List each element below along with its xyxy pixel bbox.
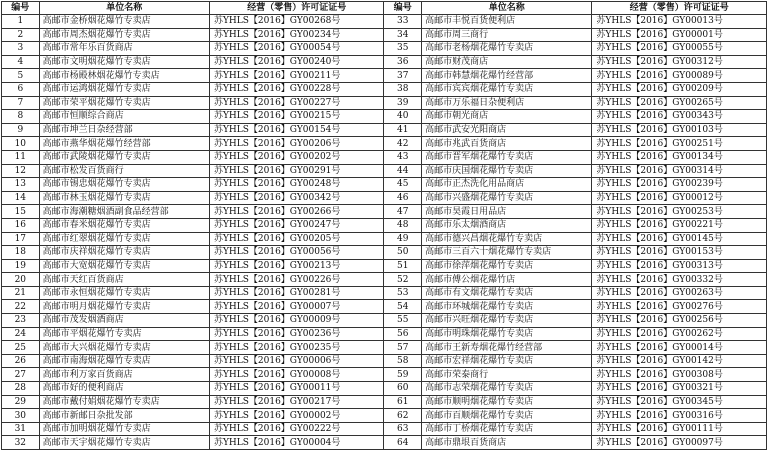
business-name: 高邮市正杰洗化用品商店 [422,178,592,192]
license-number: 苏YHLS【2016】GY00239号 [592,178,767,192]
business-name: 高邮市傅公烟花爆竹店 [422,273,592,287]
row-number: 25 [2,341,40,355]
license-number: 苏YHLS【2016】GY00054号 [209,42,384,56]
row-number: 41 [384,123,422,137]
license-number: 苏YHLS【2016】GY00007号 [209,300,384,314]
row-number: 2 [2,28,40,42]
row-number: 63 [384,422,422,436]
table-row [2,327,767,341]
row-number: 40 [384,110,422,124]
license-number: 苏YHLS【2016】GY00266号 [209,205,384,219]
row-number: 1 [2,15,40,29]
row-number: 48 [384,218,422,232]
table-row [2,110,767,124]
table-row [2,314,767,328]
license-number: 苏YHLS【2016】GY00215号 [209,110,384,124]
row-number: 60 [384,382,422,396]
business-name: 高邮市兴盛烟花爆竹专卖店 [422,191,592,205]
license-number: 苏YHLS【2016】GY00253号 [592,205,767,219]
row-number: 13 [2,178,40,192]
row-number: 17 [2,232,40,246]
row-number: 29 [2,395,40,409]
business-name: 高邮市林玉烟花爆竹专卖店 [39,191,209,205]
row-number: 42 [384,137,422,151]
row-number: 16 [2,218,40,232]
license-number: 苏YHLS【2016】GY00262号 [592,327,767,341]
license-number: 苏YHLS【2016】GY00268号 [209,15,384,29]
table-row [2,259,767,273]
business-name: 高邮市周三商行 [422,28,592,42]
business-name: 高邮市新邮日杂批发部 [39,409,209,423]
row-number: 53 [384,286,422,300]
license-number: 苏YHLS【2016】GY00308号 [592,368,767,382]
license-number: 苏YHLS【2016】GY00247号 [209,218,384,232]
license-number: 苏YHLS【2016】GY00343号 [592,110,767,124]
business-name: 高邮市运鸿烟花爆竹专卖店 [39,82,209,96]
business-name: 高邮市周杰烟花爆竹专卖店 [39,28,209,42]
table-row [2,341,767,355]
business-name: 高邮市朝光商店 [422,110,592,124]
table-row [2,82,767,96]
business-name: 高邮市坤兰日杂经营部 [39,123,209,137]
row-number: 64 [384,436,422,450]
row-number: 58 [384,354,422,368]
row-number: 38 [384,82,422,96]
row-number: 8 [2,110,40,124]
license-number: 苏YHLS【2016】GY00217号 [209,395,384,409]
business-name: 高邮市徐萍烟花爆竹专卖店 [422,259,592,273]
business-name: 高邮市百顺烟花爆竹专卖店 [422,409,592,423]
license-number: 苏YHLS【2016】GY00213号 [209,259,384,273]
table-row [2,246,767,260]
row-number: 35 [384,42,422,56]
row-number: 51 [384,259,422,273]
license-number: 苏YHLS【2016】GY00236号 [209,327,384,341]
business-name: 高邮市昊霞日用品店 [422,205,592,219]
row-number: 43 [384,150,422,164]
row-number: 6 [2,82,40,96]
license-number: 苏YHLS【2016】GY00013号 [592,15,767,29]
header-license-right: 经营（零售）许可证证号 [592,2,767,15]
license-number: 苏YHLS【2016】GY00221号 [592,218,767,232]
row-number: 55 [384,314,422,328]
row-number: 9 [2,123,40,137]
row-number: 24 [2,327,40,341]
license-number: 苏YHLS【2016】GY00263号 [592,286,767,300]
row-number: 4 [2,55,40,69]
business-name: 高邮市利万家百货商店 [39,368,209,382]
business-name: 高邮市志荣烟花爆竹专卖店 [422,382,592,396]
header-num-right: 编号 [384,2,422,15]
header-name-right: 单位名称 [422,2,592,15]
license-number: 苏YHLS【2016】GY00103号 [592,123,767,137]
business-name: 高邮市武陵烟花爆竹专卖店 [39,150,209,164]
license-number: 苏YHLS【2016】GY00228号 [209,82,384,96]
license-number: 苏YHLS【2016】GY00011号 [209,382,384,396]
license-number: 苏YHLS【2016】GY00205号 [209,232,384,246]
license-number: 苏YHLS【2016】GY00312号 [592,55,767,69]
business-name: 高邮市王新寿烟花爆竹经营部 [422,341,592,355]
license-number: 苏YHLS【2016】GY00234号 [209,28,384,42]
table-row [2,205,767,219]
business-name: 高邮市大宽烟花爆竹专卖店 [39,259,209,273]
license-number: 苏YHLS【2016】GY00154号 [209,123,384,137]
table-row [2,382,767,396]
row-number: 7 [2,96,40,110]
row-number: 45 [384,178,422,192]
table-row [2,368,767,382]
license-number: 苏YHLS【2016】GY00097号 [592,436,767,450]
license-number: 苏YHLS【2016】GY00009号 [209,314,384,328]
business-name: 高邮市晋军烟花爆竹专卖店 [422,150,592,164]
license-number: 苏YHLS【2016】GY00202号 [209,150,384,164]
row-number: 3 [2,42,40,56]
row-number: 59 [384,368,422,382]
business-name: 高邮市好的便利商店 [39,382,209,396]
license-number: 苏YHLS【2016】GY00321号 [592,382,767,396]
license-number: 苏YHLS【2016】GY00145号 [592,232,767,246]
row-number: 57 [384,341,422,355]
row-number: 14 [2,191,40,205]
business-name: 高邮市乐太烟酒商店 [422,218,592,232]
row-number: 32 [2,436,40,450]
license-number: 苏YHLS【2016】GY00206号 [209,137,384,151]
license-number: 苏YHLS【2016】GY00055号 [592,42,767,56]
row-number: 36 [384,55,422,69]
license-number: 苏YHLS【2016】GY00265号 [592,96,767,110]
business-name: 高邮市常年乐百货商店 [39,42,209,56]
business-name: 高邮市天红百货商店 [39,273,209,287]
row-number: 39 [384,96,422,110]
row-number: 52 [384,273,422,287]
license-number: 苏YHLS【2016】GY00276号 [592,300,767,314]
license-number: 苏YHLS【2016】GY00014号 [592,341,767,355]
license-number: 苏YHLS【2016】GY00089号 [592,69,767,83]
license-table [1,1,767,450]
table-row [2,150,767,164]
business-name: 高邮市丰悦百货便利店 [422,15,592,29]
table-row [2,69,767,83]
business-name: 高邮市大兴烟花爆竹专卖店 [39,341,209,355]
row-number: 27 [2,368,40,382]
license-number: 苏YHLS【2016】GY00227号 [209,96,384,110]
row-number: 54 [384,300,422,314]
business-name: 高邮市兴旺烟花爆竹专卖店 [422,314,592,328]
business-name: 高邮市万乐福日杂便利店 [422,96,592,110]
header-license-left: 经营（零售）许可证证号 [209,2,384,15]
business-name: 高邮市顺明烟花爆竹专卖店 [422,395,592,409]
business-name: 高邮市永恒烟花爆竹专卖店 [39,286,209,300]
business-name: 高邮市环城烟花爆竹专卖店 [422,300,592,314]
business-name: 高邮市平烟花爆竹专卖店 [39,327,209,341]
business-name: 高邮市茂发烟酒商店 [39,314,209,328]
row-number: 31 [2,422,40,436]
business-name: 高邮市红翠烟花爆竹专卖店 [39,232,209,246]
row-number: 44 [384,164,422,178]
license-number: 苏YHLS【2016】GY00240号 [209,55,384,69]
business-name: 高邮市南海烟花爆竹专卖店 [39,354,209,368]
table-row [2,218,767,232]
business-name: 高邮市荣平烟花爆竹专卖店 [39,96,209,110]
row-number: 47 [384,205,422,219]
business-name: 高邮市燕华烟花爆竹经营部 [39,137,209,151]
row-number: 62 [384,409,422,423]
license-number: 苏YHLS【2016】GY00332号 [592,273,767,287]
business-name: 高邮市杨殿林烟花爆竹专卖店 [39,69,209,83]
license-number: 苏YHLS【2016】GY00134号 [592,150,767,164]
license-number: 苏YHLS【2016】GY00235号 [209,341,384,355]
table-row [2,164,767,178]
business-name: 高邮市文明烟花爆竹专卖店 [39,55,209,69]
business-name: 高邮市武安光阳商店 [422,123,592,137]
business-name: 高邮市松发百货商行 [39,164,209,178]
business-name: 高邮市财茂商店 [422,55,592,69]
row-number: 5 [2,69,40,83]
business-name: 高邮市荣泰商行 [422,368,592,382]
business-name: 高邮市加明烟花爆竹专卖店 [39,422,209,436]
row-number: 18 [2,246,40,260]
table-row [2,273,767,287]
license-number: 苏YHLS【2016】GY00153号 [592,246,767,260]
business-name: 高邮市锡忠烟花爆竹专卖店 [39,178,209,192]
row-number: 21 [2,286,40,300]
license-number: 苏YHLS【2016】GY00004号 [209,436,384,450]
business-name: 高邮市天宇烟花爆竹专卖店 [39,436,209,450]
table-row [2,395,767,409]
business-name: 高邮市恒顺综合商店 [39,110,209,124]
license-number: 苏YHLS【2016】GY00142号 [592,354,767,368]
row-number: 10 [2,137,40,151]
business-name: 高邮市兆武百货商店 [422,137,592,151]
table-row [2,300,767,314]
license-number: 苏YHLS【2016】GY00056号 [209,246,384,260]
row-number: 11 [2,150,40,164]
row-number: 15 [2,205,40,219]
header-name-left: 单位名称 [39,2,209,15]
license-number: 苏YHLS【2016】GY00001号 [592,28,767,42]
business-name: 高邮市韩慧烟花爆竹经营部 [422,69,592,83]
business-name: 高邮市三百六十烟花爆竹专卖店 [422,246,592,260]
license-number: 苏YHLS【2016】GY00345号 [592,395,767,409]
row-number: 33 [384,15,422,29]
table-row [2,28,767,42]
license-number: 苏YHLS【2016】GY00211号 [209,69,384,83]
license-number: 苏YHLS【2016】GY00281号 [209,286,384,300]
table-row [2,436,767,450]
table-row [2,232,767,246]
row-number: 30 [2,409,40,423]
row-number: 23 [2,314,40,328]
business-name: 高邮市庆祥烟花爆竹专卖店 [39,246,209,260]
table-row [2,15,767,29]
row-number: 26 [2,354,40,368]
business-name: 高邮市有文烟花爆竹专卖店 [422,286,592,300]
license-number: 苏YHLS【2016】GY00002号 [209,409,384,423]
license-number: 苏YHLS【2016】GY00006号 [209,354,384,368]
license-number: 苏YHLS【2016】GY00251号 [592,137,767,151]
business-name: 高邮市宾宾烟花爆竹专卖店 [422,82,592,96]
table-row [2,178,767,192]
license-number: 苏YHLS【2016】GY00111号 [592,422,767,436]
row-number: 37 [384,69,422,83]
business-name: 高邮市明月烟花爆竹专卖店 [39,300,209,314]
table-row [2,55,767,69]
business-name: 高邮市老杨烟花爆竹专卖店 [422,42,592,56]
row-number: 34 [384,28,422,42]
row-number: 61 [384,395,422,409]
row-number: 12 [2,164,40,178]
business-name: 高邮市明珠烟花爆竹专卖店 [422,327,592,341]
license-number: 苏YHLS【2016】GY00248号 [209,178,384,192]
row-number: 46 [384,191,422,205]
table-row [2,96,767,110]
license-number: 苏YHLS【2016】GY00222号 [209,422,384,436]
business-name: 高邮市德兴昌烟花爆竹专卖店 [422,232,592,246]
license-number: 苏YHLS【2016】GY00256号 [592,314,767,328]
business-name: 高邮市丁桥烟花爆竹专卖店 [422,422,592,436]
table-row [2,123,767,137]
business-name: 高邮市宏祥烟花爆竹专卖店 [422,354,592,368]
table-row [2,409,767,423]
license-number: 苏YHLS【2016】GY00313号 [592,259,767,273]
table-row [2,191,767,205]
row-number: 20 [2,273,40,287]
license-number: 苏YHLS【2016】GY00291号 [209,164,384,178]
row-number: 22 [2,300,40,314]
license-list [1,1,767,450]
table-row [2,422,767,436]
license-number: 苏YHLS【2016】GY00226号 [209,273,384,287]
table-row [2,354,767,368]
license-number: 苏YHLS【2016】GY00008号 [209,368,384,382]
header-row [2,2,767,15]
business-name: 高邮市春米烟花爆竹专卖店 [39,218,209,232]
table-row [2,42,767,56]
license-number: 苏YHLS【2016】GY00342号 [209,191,384,205]
header-num-left: 编号 [2,2,40,15]
license-number: 苏YHLS【2016】GY00316号 [592,409,767,423]
business-name: 高邮市戴付娟烟花爆竹专卖店 [39,395,209,409]
license-number: 苏YHLS【2016】GY00314号 [592,164,767,178]
table-row [2,137,767,151]
row-number: 56 [384,327,422,341]
license-number: 苏YHLS【2016】GY00012号 [592,191,767,205]
business-name: 高邮市海潮糖烟酒副食品经营部 [39,205,209,219]
business-name: 高邮市金桥烟花爆竹专卖店 [39,15,209,29]
row-number: 28 [2,382,40,396]
row-number: 19 [2,259,40,273]
row-number: 49 [384,232,422,246]
table-row [2,286,767,300]
business-name: 高邮市鼎垠百货商店 [422,436,592,450]
row-number: 50 [384,246,422,260]
business-name: 高邮市庆国烟花爆竹专卖店 [422,164,592,178]
license-number: 苏YHLS【2016】GY00209号 [592,82,767,96]
